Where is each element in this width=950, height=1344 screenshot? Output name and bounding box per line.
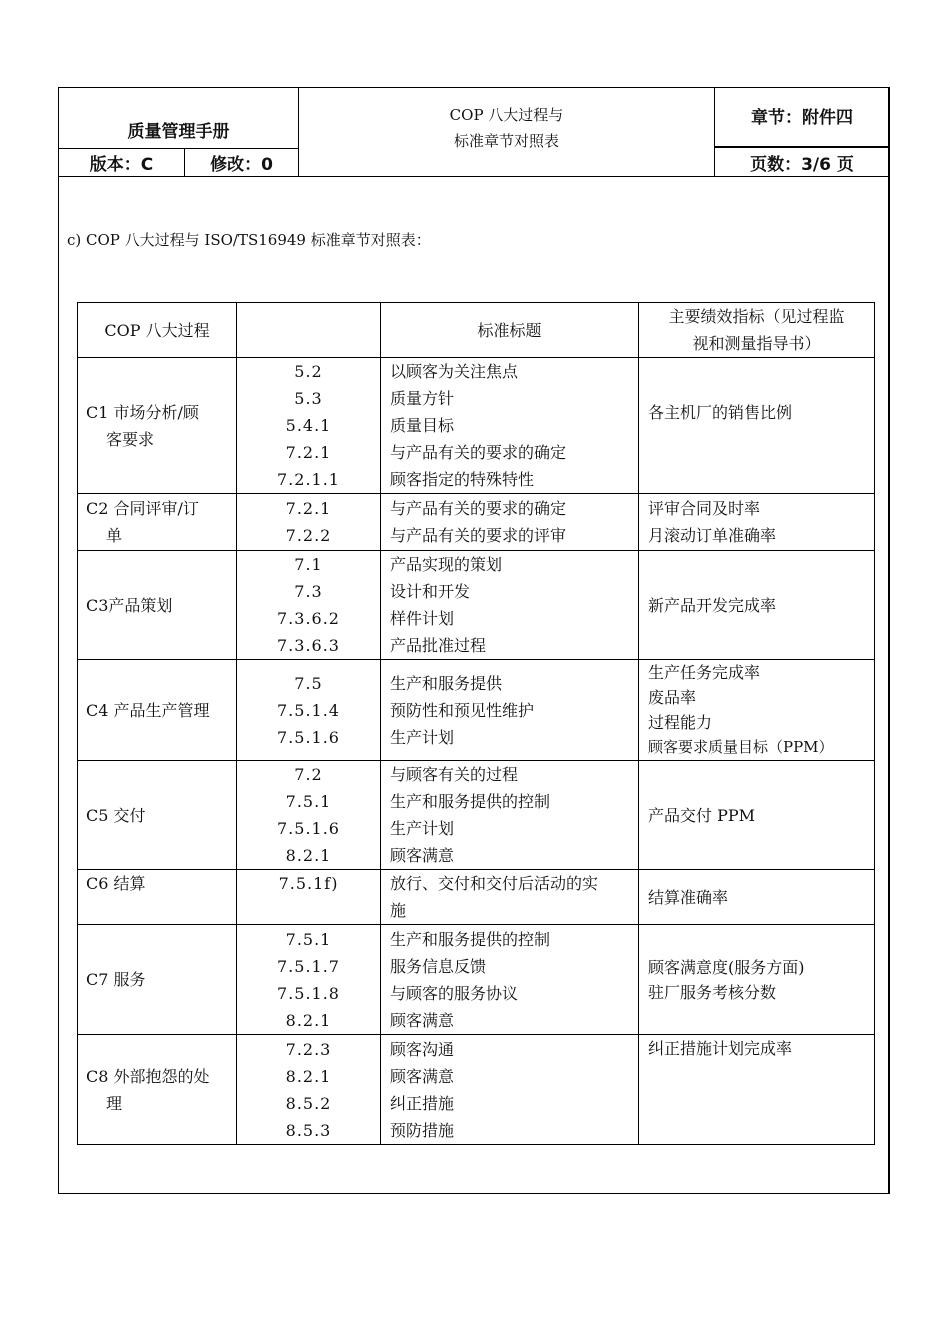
clause-number: 7.3: [294, 582, 323, 601]
clause-title: 产品批准过程: [390, 636, 487, 655]
process-label: C7 服务: [86, 970, 146, 989]
process-label: C3产品策划: [86, 595, 173, 615]
clause-number: 7.5.1.4: [277, 700, 340, 720]
clause-title: 样件计划: [390, 609, 455, 628]
clause-number: 7.1: [294, 555, 323, 574]
clause-title: 放行、交付和交付后活动的实: [390, 874, 599, 893]
clause-title: 以顾客为关注焦点: [390, 362, 519, 381]
clause-title: 施: [390, 901, 407, 920]
kpi-item: 纠正措施计划完成率: [648, 1039, 793, 1058]
clause-number: 5.2: [294, 362, 323, 381]
table-row: [78, 925, 875, 1035]
header-title: 标准标题: [381, 303, 639, 358]
clause-number: 7.5.1f): [278, 874, 339, 893]
kpi-item: 生产任务完成率: [648, 663, 761, 682]
clause-title: 设计和开发: [390, 582, 471, 601]
table-row: [78, 660, 875, 761]
clause-number: 7.5.1.8: [277, 983, 340, 1003]
clause-number: 7.2: [294, 765, 323, 784]
kpi-item: 结算准确率: [648, 887, 729, 907]
clause-number: 7.2.3: [285, 1039, 332, 1059]
clause-title: 顾客满意: [390, 846, 455, 865]
title-cell: [381, 761, 639, 870]
clause-number: 7.5.1.6: [277, 819, 340, 838]
document-header: [59, 88, 889, 176]
document-title-line1: COP 八大过程与: [449, 106, 564, 124]
table-row: [78, 1035, 875, 1145]
kpi-item: 各主机厂的销售比例: [648, 403, 793, 422]
clause-cell: [237, 660, 381, 761]
revision-label: 修改：0: [185, 148, 299, 176]
clause-cell: [237, 870, 381, 925]
cop-mapping-table: [77, 302, 875, 1145]
clause-title: 预防措施: [390, 1120, 455, 1140]
kpi-item: 新产品开发完成率: [648, 595, 777, 615]
process-label: C2 合同评审/订: [86, 499, 199, 518]
kpi-item: 过程能力: [648, 713, 713, 732]
kpi-cell: [639, 660, 875, 761]
clause-number: 7.5.1: [285, 929, 332, 949]
header-clause: [237, 303, 381, 358]
process-cell: [78, 1035, 237, 1145]
header-divider: [59, 176, 889, 177]
clause-number: 8.5.3: [285, 1120, 332, 1140]
kpi-cell: [639, 761, 875, 870]
clause-number: 7.5.1: [285, 792, 332, 811]
kpi-cell: [639, 870, 875, 925]
clause-number: 7.5: [294, 673, 323, 693]
clause-cell: [237, 1035, 381, 1145]
table-row: [78, 761, 875, 870]
header-kpi: [639, 303, 875, 358]
clause-number: 7.5.1.6: [277, 727, 340, 747]
kpi-item: 产品交付 PPM: [648, 805, 756, 825]
clause-number: 7.5.1.7: [277, 956, 340, 976]
clause-number: 5.3: [294, 389, 323, 408]
clause-cell: [237, 761, 381, 870]
kpi-cell: [639, 1035, 875, 1145]
kpi-item: 评审合同及时率: [648, 499, 761, 518]
table-row: [78, 358, 875, 494]
process-label: C8 外部抱怨的处: [86, 1066, 210, 1086]
process-cell: [78, 660, 237, 761]
clause-cell: [237, 494, 381, 551]
process-cell: [78, 551, 237, 660]
clause-number: 7.3.6.2: [277, 609, 340, 628]
clause-title: 与产品有关的要求的确定: [390, 499, 567, 518]
clause-number: 8.5.2: [285, 1093, 332, 1113]
clause-number: 8.2.1: [285, 846, 332, 865]
process-cell: [78, 870, 237, 925]
kpi-item: 顾客满意度(服务方面): [648, 957, 805, 977]
clause-number: 8.2.1: [285, 1010, 332, 1030]
clause-number: 7.2.1: [285, 499, 332, 518]
table-row: [78, 551, 875, 660]
clause-title: 服务信息反馈: [390, 956, 487, 976]
table-row: [78, 870, 875, 925]
clause-title: 顾客指定的特殊特性: [390, 470, 535, 489]
clause-title: 质量方针: [390, 389, 455, 408]
kpi-item: 驻厂服务考核分数: [648, 982, 777, 1002]
clause-title: 顾客满意: [390, 1066, 455, 1086]
clause-number: 7.3.6.3: [277, 636, 340, 655]
clause-title: 质量目标: [390, 416, 455, 435]
title-cell: [381, 925, 639, 1035]
table-caption: c) COP 八大过程与 ISO/TS16949 标准章节对照表：: [67, 231, 431, 249]
clause-number: 7.2.1.1: [277, 470, 340, 489]
header-process: COP 八大过程: [78, 303, 237, 358]
clause-title: 与产品有关的要求的评审: [390, 526, 567, 545]
title-cell: [381, 870, 639, 925]
header-kpi-line1: 主要绩效指标（见过程监: [668, 307, 845, 326]
document-title-line2: 标准章节对照表: [453, 132, 559, 150]
kpi-cell: [639, 494, 875, 551]
process-label-cont: 单: [106, 526, 123, 545]
process-label-cont: 理: [106, 1093, 123, 1113]
chapter-label: 章节：附件四: [751, 107, 853, 128]
process-cell: [78, 761, 237, 870]
title-cell: [381, 494, 639, 551]
document-frame: [58, 87, 890, 1194]
process-label: C5 交付: [86, 805, 146, 825]
process-cell: [78, 925, 237, 1035]
clause-cell: [237, 358, 381, 494]
title-cell: [381, 1035, 639, 1145]
clause-cell: [237, 551, 381, 660]
process-label: C4 产品生产管理: [86, 700, 210, 720]
clause-title: 顾客沟通: [390, 1039, 455, 1059]
clause-title: 生产和服务提供的控制: [390, 792, 551, 811]
clause-title: 生产和服务提供: [390, 673, 503, 693]
document-title: [299, 88, 715, 176]
clause-title: 顾客满意: [390, 1010, 455, 1030]
clause-title: 生产计划: [390, 727, 455, 747]
clause-number: 8.2.1: [285, 1066, 332, 1086]
clause-title: 与产品有关的要求的确定: [390, 443, 567, 462]
clause-title: 与顾客的服务协议: [390, 983, 519, 1003]
table-row: [78, 494, 875, 551]
clause-number: 7.2.1: [285, 443, 332, 462]
clause-title: 纠正措施: [390, 1093, 455, 1113]
kpi-cell: [639, 551, 875, 660]
clause-title: 生产计划: [390, 819, 455, 838]
process-cell: [78, 358, 237, 494]
clause-title: 生产和服务提供的控制: [390, 929, 551, 949]
table-header-row: [78, 303, 875, 358]
kpi-item: 月滚动订单准确率: [648, 526, 777, 545]
kpi-item: 顾客要求质量目标（PPM）: [648, 738, 834, 756]
title-cell: [381, 551, 639, 660]
clause-title: 预防性和预见性维护: [390, 700, 535, 720]
process-label-cont: 客要求: [106, 429, 155, 449]
clause-cell: [237, 925, 381, 1035]
title-cell: [381, 660, 639, 761]
kpi-item: 废品率: [648, 688, 697, 707]
kpi-cell: [639, 925, 875, 1035]
process-label: C6 结算: [86, 874, 146, 893]
clause-title: 与顾客有关的过程: [390, 765, 519, 784]
kpi-cell: [639, 358, 875, 494]
version-label: 版本：C: [59, 148, 185, 176]
manual-title: 质量管理手册: [59, 88, 299, 148]
process-label: C1 市场分析/顾: [86, 402, 199, 422]
clause-number: 5.4.1: [285, 416, 332, 435]
page-label: 页数：3/6 页: [715, 146, 889, 176]
clause-number: 7.2.2: [285, 526, 332, 545]
clause-title: 产品实现的策划: [390, 555, 503, 574]
process-cell: [78, 494, 237, 551]
header-kpi-line2: 视和测量指导书）: [692, 334, 821, 353]
title-cell: [381, 358, 639, 494]
